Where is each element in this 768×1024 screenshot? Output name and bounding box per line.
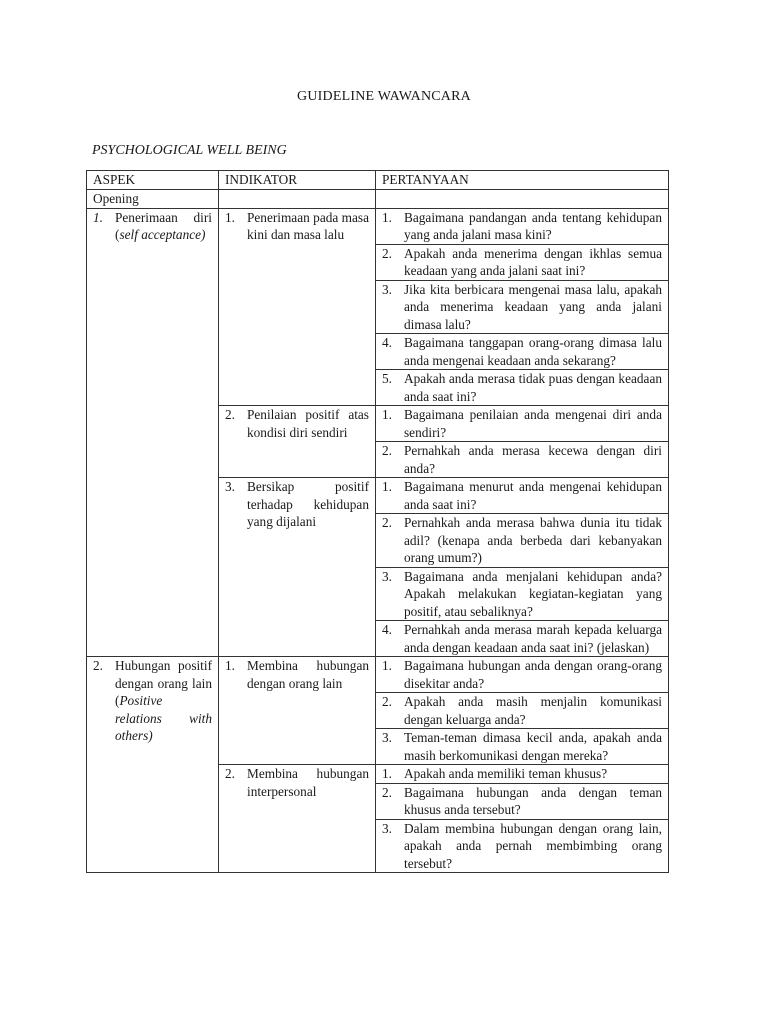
- question-cell: 2. Apakah anda masih menjalin komunikasi dengan keluarga anda?: [376, 693, 669, 729]
- question-cell: 3. Jika kita berbicara mengenai masa lalu, apakah anda menerima keadaan yang anda jalani dimasa lalu?: [376, 280, 669, 334]
- question-cell: 1. Bagaimana penilaian anda mengenai diri anda sendiri?: [376, 406, 669, 442]
- indicator-cell: [219, 208, 376, 406]
- indicator-label: Bersikap positif terhadap kehidupan yang dijalani: [247, 479, 369, 529]
- question-cell: 5. Apakah anda merasa tidak puas dengan keadaan anda saat ini?: [376, 370, 669, 406]
- question-cell: 3. Bagaimana anda menjalani kehidupan anda? Apakah melakukan kegiatan-kegiatan yang positif, atau sebaliknya?: [376, 567, 669, 621]
- header-pertanyaan: PERTANYAAN: [376, 171, 669, 190]
- opening-cell: Opening: [87, 190, 219, 209]
- question-cell: 2. Pernahkah anda merasa bahwa dunia itu tidak adil? (kenapa anda berbeda dari kebanyakan orang umum?): [376, 514, 669, 568]
- question-cell: 2. Bagaimana hubungan anda dengan teman khusus anda tersebut?: [376, 783, 669, 819]
- indicator-cell: [219, 406, 376, 478]
- question-cell: 1. Bagaimana hubungan anda dengan orang-orang disekitar anda?: [376, 657, 669, 693]
- indicator-label: Penilaian positif atas kondisi diri sendiri: [247, 407, 369, 440]
- indicator-label: Penerimaan pada masa kini dan masa lalu: [247, 209, 369, 242]
- aspect-label: Hubungan positif dengan orang lain (Positive relations with others): [115, 658, 212, 743]
- table-header-row: [87, 171, 669, 190]
- question-cell: 2. Apakah anda menerima dengan ikhlas semua keadaan yang anda jalani saat ini?: [376, 244, 669, 280]
- aspect-cell: [87, 657, 219, 873]
- aspect-cell: [87, 208, 219, 657]
- question-cell: 3. Dalam membina hubungan dengan orang lain, apakah anda pernah membimbing orang tersebut?: [376, 819, 669, 873]
- question-cell: 2. Pernahkah anda merasa kecewa dengan diri anda?: [376, 442, 669, 478]
- indicator-cell: [219, 657, 376, 765]
- aspect-number: 1.: [93, 209, 103, 225]
- question-cell: 4. Bagaimana tanggapan orang-orang dimasa lalu anda mengenai keadaan anda sekarang?: [376, 334, 669, 370]
- document-subtitle: PSYCHOLOGICAL WELL BEING: [92, 143, 287, 158]
- question-cell: 1. Bagaimana pandangan anda tentang kehidupan yang anda jalani masa kini?: [376, 208, 669, 244]
- aspect-number: 2.: [93, 658, 103, 673]
- header-aspek: ASPEK: [87, 171, 219, 190]
- header-indikator: INDIKATOR: [219, 171, 376, 190]
- guideline-table: [86, 170, 669, 873]
- indicator-number: 3.: [225, 479, 235, 494]
- question-cell: 3. Teman-teman dimasa kecil anda, apakah anda masih berkomunikasi dengan mereka?: [376, 729, 669, 765]
- indicator-cell: [219, 765, 376, 873]
- indicator-number: 1.: [225, 658, 235, 673]
- indicator-label: Membina hubungan interpersonal: [247, 766, 369, 799]
- opening-row: [87, 190, 669, 209]
- table-row: [87, 657, 669, 693]
- table-row: [87, 208, 669, 244]
- indicator-cell: [219, 478, 376, 657]
- indicator-number: 1.: [225, 209, 235, 225]
- indicator-number: 2.: [225, 766, 235, 781]
- document-title: GUIDELINE WAWANCARA: [297, 89, 471, 104]
- question-cell: 1. Apakah anda memiliki teman khusus?: [376, 765, 669, 784]
- question-cell: 4. Pernahkah anda merasa marah kepada keluarga anda dengan keadaan anda saat ini? (jelaskan): [376, 621, 669, 657]
- aspect-label: Penerimaan diri (self acceptance): [115, 209, 212, 242]
- question-cell: 1. Bagaimana menurut anda mengenai kehidupan anda saat ini?: [376, 478, 669, 514]
- indicator-number: 2.: [225, 407, 235, 422]
- indicator-label: Membina hubungan dengan orang lain: [247, 658, 369, 691]
